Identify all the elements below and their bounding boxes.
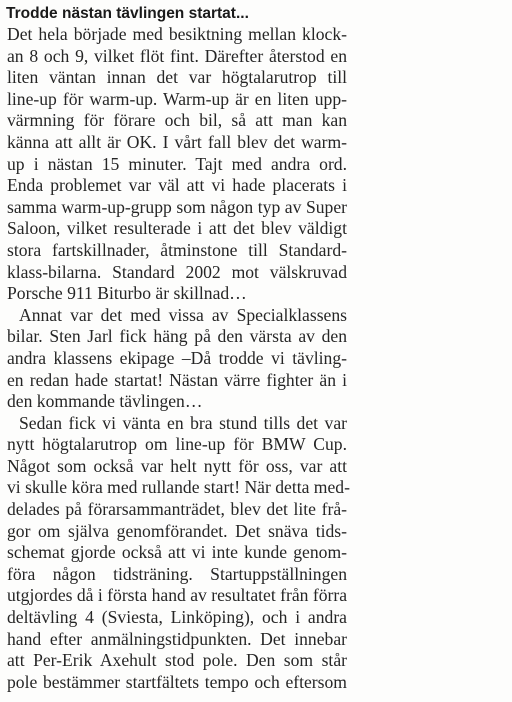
text-line: utgjordes då i första hand av resultatet från förra <box>7 585 348 606</box>
text-line: Enda problemet var väl att vi hade placerats i <box>7 175 347 196</box>
paragraph-first-line: Annat var det med vissa av Specialklassens <box>19 304 347 325</box>
text-line: schemat gjorde också att vi inte kunde genom- <box>7 542 347 563</box>
text-line: en redan hade startat! Nästan värre fighter än i <box>7 369 347 390</box>
text-line: liten väntan innan det var högtalarutrop till <box>7 67 347 88</box>
article-heading: Trodde nästan tävlingen startat... <box>6 5 249 22</box>
text-line: att Per-Erik Axehult stod pole. Den som står <box>7 650 347 671</box>
text-line: Det hela började med besiktning mellan klock- <box>7 24 347 44</box>
text-line: vi skulle köra med rullande start! När detta med- <box>7 477 350 498</box>
text-line: den kommande tävlingen… <box>7 391 203 412</box>
paragraph-first-line: Sedan fick vi vänta en bra stund tills det var <box>19 412 347 433</box>
text-line: värmning för förare och bil, så att man kan <box>7 110 347 131</box>
article-column <box>6 4 350 693</box>
text-line: känna att allt är OK. I vårt fall blev det warm- <box>7 131 347 152</box>
text-line: klass-bilarna. Standard 2002 mot välskruvad <box>7 261 347 282</box>
text-line: gor om själva genomförandet. Det snäva tids- <box>7 520 347 541</box>
text-line: andra klassens ekipage –Då trodde vi tävling- <box>7 347 347 368</box>
text-line: hand efter anmälningstidpunkten. Det innebar <box>7 628 347 649</box>
text-line: Porsche 911 Biturbo är skillnad… <box>7 283 247 304</box>
text-line: deltävling 4 (Sviesta, Linköping), och i andra <box>7 607 347 628</box>
text-line: nytt högtalarutrop om line-up för BMW Cup. <box>7 434 347 455</box>
text-line: stora fartskillnader, åtminstone till Standard- <box>7 239 347 260</box>
text-line: up i nästan 15 minuter. Tajt med andra ord. <box>7 153 347 174</box>
text-line: line-up för warm-up. Warm-up är en liten upp- <box>7 88 347 109</box>
text-line: samma warm-up-grupp som någon typ av Super <box>7 196 347 217</box>
article-body <box>7 24 350 693</box>
text-line: pole bestämmer startfältets tempo och eftersom <box>7 671 347 692</box>
text-line: Något som också var helt nytt för oss, var att <box>7 455 347 476</box>
text-line: Saloon, vilket resulterade i att det blev väldigt <box>7 218 347 239</box>
text-line: an 8 och 9, vilket flöt fint. Därefter återstod en <box>7 45 347 66</box>
text-line: bilar. Sten Jarl fick häng på den värsta av den <box>7 326 347 347</box>
text-line: delades på förarsammanträdet, blev det lite frå- <box>7 499 347 520</box>
text-line: föra någon tidsträning. Startuppställningen <box>7 563 347 584</box>
